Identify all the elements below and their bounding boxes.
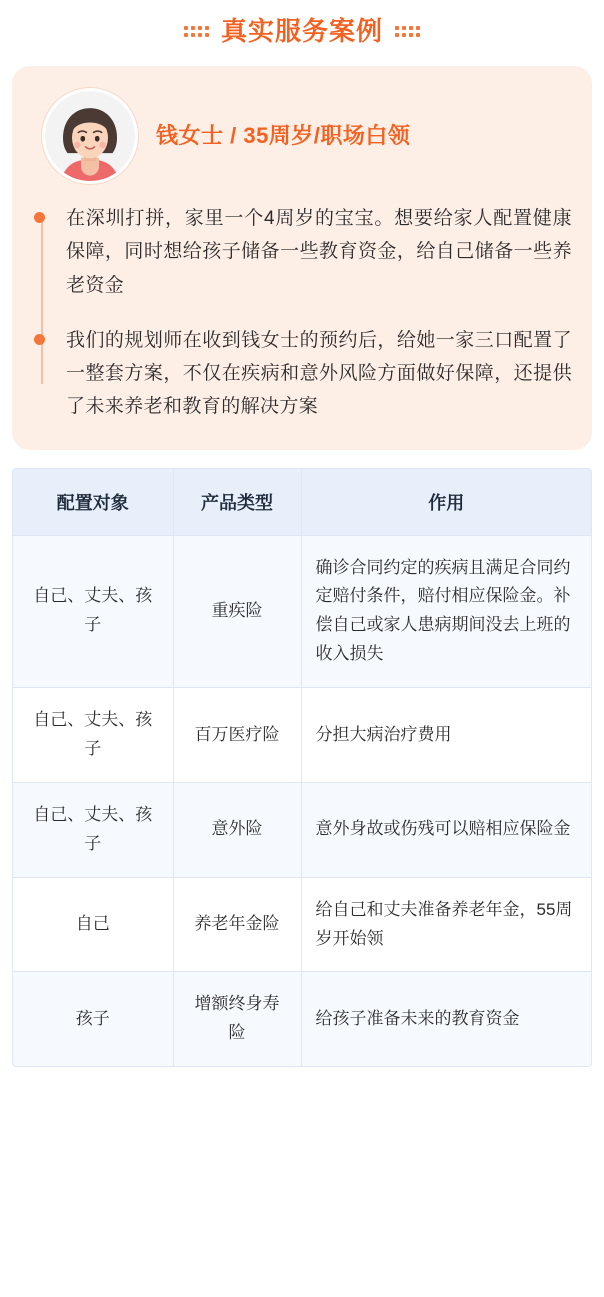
case-name: 钱女士 / 35周岁/职场白领 — [156, 122, 411, 148]
list-item — [66, 202, 572, 302]
cell-effect: 给孩子准备未来的教育资金 — [301, 972, 591, 1066]
bullet-text: 在深圳打拼，家里一个4周岁的宝宝。想要给家人配置健康保障，同时想给孩子储备一些教育资金，给自己储备一些养老资金 — [66, 208, 572, 296]
table-header-row — [13, 469, 591, 536]
cell-target: 自己 — [13, 877, 173, 972]
cell-effect: 确诊合同约定的疾病且满足合同约定赔付条件，赔付相应保险金。补偿自己或家人患病期间没去上班的收入损失 — [301, 535, 591, 688]
cell-product: 意外险 — [173, 782, 301, 877]
woman-avatar-icon — [42, 88, 138, 184]
dots-left-icon — [184, 26, 209, 37]
bullet-text: 我们的规划师在收到钱女士的预约后，给她一家三口配置了一整套方案，不仅在疾病和意外风险方面做好保障，还提供了未来养老和教育的解决方案 — [66, 329, 572, 418]
table-row — [13, 782, 591, 877]
cell-target: 自己、丈夫、孩子 — [13, 535, 173, 688]
cell-product: 重疾险 — [173, 535, 301, 688]
list-item — [66, 324, 572, 424]
column-header-target: 配置对象 — [13, 469, 173, 536]
cell-effect: 给自己和丈夫准备养老年金，55周岁开始领 — [301, 877, 591, 972]
plan-table — [12, 468, 592, 1068]
cell-target: 自己、丈夫、孩子 — [13, 782, 173, 877]
case-card — [12, 66, 592, 450]
cell-target: 自己、丈夫、孩子 — [13, 688, 173, 783]
dots-right-icon — [395, 26, 420, 37]
case-bullet-list — [32, 202, 572, 424]
column-header-effect: 作用 — [301, 469, 591, 536]
table-row — [13, 688, 591, 783]
case-header — [32, 88, 572, 184]
bullet-dot-icon — [34, 212, 45, 223]
cell-target: 孩子 — [13, 972, 173, 1066]
cell-effect: 意外身故或伤残可以赔相应保险金 — [301, 782, 591, 877]
column-header-product: 产品类型 — [173, 469, 301, 536]
cell-product: 百万医疗险 — [173, 688, 301, 783]
page-title: 真实服务案例 — [220, 16, 383, 46]
table-row — [13, 535, 591, 688]
cell-effect: 分担大病治疗费用 — [301, 688, 591, 783]
page-header — [0, 0, 604, 58]
cell-product: 养老年金险 — [173, 877, 301, 972]
table-row — [13, 972, 591, 1066]
bullet-dot-icon — [34, 334, 45, 345]
cell-product: 增额终身寿险 — [173, 972, 301, 1066]
table-row — [13, 877, 591, 972]
